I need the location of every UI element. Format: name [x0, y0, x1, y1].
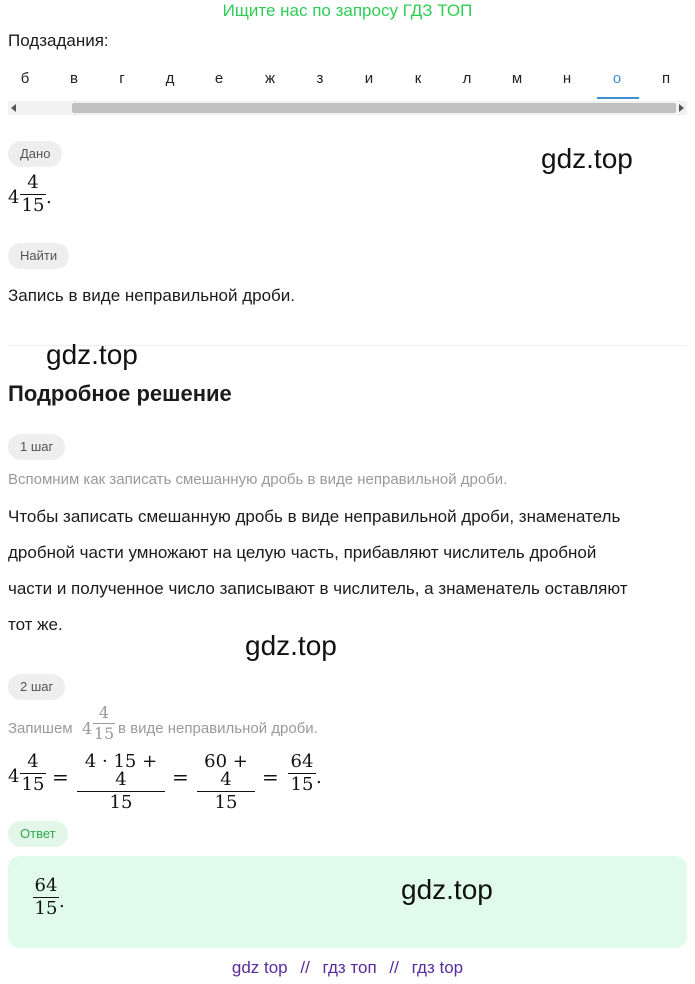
- eq-numerator: 64: [290, 751, 314, 772]
- footer-link[interactable]: гдз топ: [322, 958, 377, 977]
- eq-punct: .: [316, 767, 322, 788]
- find-pill: Найти: [8, 243, 69, 269]
- eq-equals: =: [262, 765, 279, 789]
- footer-link[interactable]: гдз top: [411, 958, 464, 977]
- answer-fraction: [33, 877, 59, 918]
- eq-fraction-2: [77, 753, 165, 812]
- eq-numerator: 4 · 15 + 4: [84, 751, 158, 790]
- step1-line: тот же.: [8, 615, 63, 634]
- given-punct: .: [46, 187, 52, 208]
- step1-line: части и полученное число записывают в числитель, а знаменатель оставляют: [8, 579, 628, 598]
- tab-b[interactable]: б: [20, 70, 30, 87]
- step1-pill: 1 шаг: [8, 434, 65, 460]
- given-pill: Дано: [8, 141, 62, 167]
- tab-m[interactable]: м: [511, 70, 523, 87]
- tab-o[interactable]: о: [612, 70, 622, 87]
- footer-links: [0, 958, 695, 978]
- given-fraction: [20, 174, 46, 215]
- eq-numerator: 4: [27, 751, 39, 772]
- answer-box: [8, 856, 687, 948]
- tab-k[interactable]: к: [414, 70, 422, 87]
- step2-hint-after: в виде неправильной дроби.: [118, 720, 318, 737]
- given-whole: 4: [8, 187, 20, 208]
- tab-g[interactable]: г: [119, 70, 125, 87]
- tab-n[interactable]: н: [562, 70, 572, 87]
- step1-line: Чтобы записать смешанную дробь в виде неправильной дроби, знаменатель: [8, 507, 621, 526]
- tab-zh[interactable]: ж: [264, 70, 276, 87]
- watermark: gdz.top: [401, 874, 493, 905]
- step2-hint-numerator: 4: [98, 703, 110, 722]
- eq-equals: =: [172, 765, 189, 789]
- scroll-thumb[interactable]: [72, 103, 676, 113]
- answer-punct: .: [59, 891, 65, 912]
- eq-equals: =: [52, 765, 69, 789]
- footer-separator: //: [300, 958, 310, 977]
- find-text: Запись в виде неправильной дроби.: [8, 286, 295, 305]
- subtask-tabs: [0, 70, 695, 94]
- given-numerator: 4: [27, 172, 39, 193]
- eq-fraction-4: [288, 753, 316, 794]
- step2-pill: 2 шаг: [8, 674, 65, 700]
- tab-p[interactable]: п: [661, 70, 671, 87]
- eq-denominator: 15: [21, 774, 45, 795]
- answer-pill: Ответ: [8, 821, 68, 847]
- step1-hint: Вспомним как записать смешанную дробь в виде неправильной дроби.: [8, 471, 508, 488]
- search-banner: Ищите нас по запросу ГДЗ ТОП: [222, 1, 473, 20]
- step2-hint-whole: 4: [82, 719, 93, 738]
- footer-separator: //: [389, 958, 399, 977]
- eq-fraction-1: [20, 753, 46, 794]
- given-denominator: 15: [21, 195, 45, 216]
- tab-v[interactable]: в: [70, 70, 78, 87]
- tab-i[interactable]: и: [364, 70, 374, 87]
- step1-line: дробной части умножают на целую часть, прибавляют числитель дробной: [8, 543, 597, 562]
- eq-denominator: 15: [109, 792, 133, 813]
- active-tab-indicator: [597, 97, 639, 99]
- tab-z[interactable]: з: [316, 70, 324, 87]
- solution-title: Подробное решение: [8, 381, 232, 406]
- eq-denominator: 15: [290, 774, 314, 795]
- step2-hint-denominator: 15: [93, 724, 115, 743]
- eq-numerator: 60 + 4: [204, 751, 248, 790]
- subtasks-title: Подзадания:: [8, 31, 109, 50]
- eq-fraction-3: [197, 753, 255, 812]
- watermark: gdz.top: [245, 630, 337, 661]
- answer-numerator: 64: [34, 875, 58, 896]
- tabs-scrollbar[interactable]: [8, 101, 687, 115]
- footer-link[interactable]: gdz top: [231, 958, 288, 977]
- step2-hint-fraction: [93, 705, 115, 742]
- tab-d[interactable]: д: [165, 70, 175, 87]
- scroll-left-icon[interactable]: [11, 104, 16, 112]
- answer-denominator: 15: [34, 898, 58, 919]
- scroll-right-icon[interactable]: [679, 104, 684, 112]
- eq-whole: 4: [8, 766, 20, 787]
- watermark: gdz.top: [46, 339, 138, 370]
- watermark: gdz.top: [541, 143, 633, 174]
- eq-denominator: 15: [214, 792, 238, 813]
- tab-l[interactable]: л: [462, 70, 472, 87]
- step2-hint-before: Запишем: [8, 720, 73, 737]
- tab-e[interactable]: е: [214, 70, 224, 87]
